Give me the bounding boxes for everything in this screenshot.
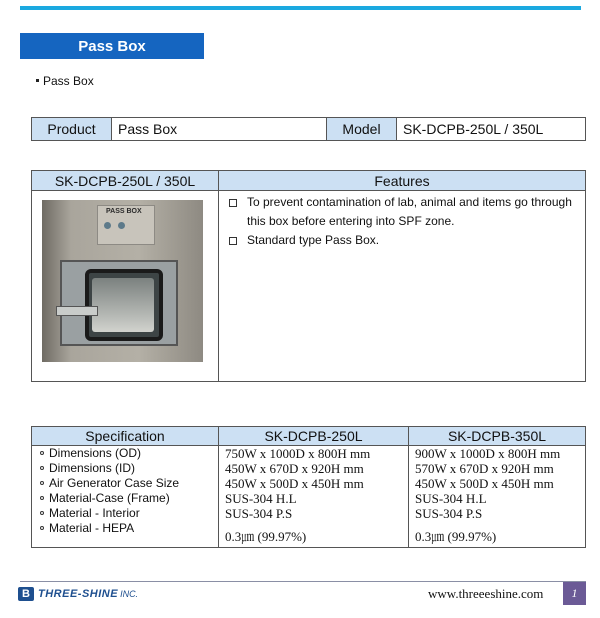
spec-value-250l: SUS-304 P.S xyxy=(225,506,293,521)
checkbox-bullet-icon xyxy=(229,199,237,207)
spec-value-350l: 570W x 670D x 920H mm xyxy=(415,461,554,476)
spec-value-350l: 450W x 500D x 450H mm xyxy=(415,476,554,491)
circle-bullet-icon xyxy=(40,511,44,515)
features-cell xyxy=(219,191,586,382)
spec-header-250l: SK-DCPB-250L xyxy=(219,427,409,446)
spec-values-350l-cell xyxy=(409,446,586,548)
feature-text: Standard type Pass Box. xyxy=(247,233,380,247)
photo-door-handle xyxy=(56,306,98,316)
circle-bullet-icon xyxy=(40,451,44,455)
sub-heading-text: Pass Box xyxy=(43,74,94,88)
features-table xyxy=(31,170,586,382)
sub-heading xyxy=(36,74,94,88)
logo-mark-icon: B xyxy=(18,587,34,601)
feature-text: To prevent contamination of lab, animal and items go through this box before entering into SPF zone. xyxy=(247,195,572,228)
spec-value-250l: SUS-304 H.L xyxy=(225,491,297,506)
features-column-header: Features xyxy=(219,171,586,191)
spec-name: Dimensions (ID) xyxy=(40,461,212,476)
checkbox-bullet-icon xyxy=(229,237,237,245)
spec-values-250l-cell xyxy=(219,446,409,548)
circle-bullet-icon xyxy=(40,526,44,530)
feature-item xyxy=(229,193,575,231)
specification-table xyxy=(31,426,586,548)
spec-value-250l: 750W x 1000D x 800H mm xyxy=(225,446,371,461)
product-label: Product xyxy=(32,118,112,141)
circle-bullet-icon xyxy=(40,466,44,470)
spec-value-350l: 0.3㎛ (99.97%) xyxy=(415,529,497,544)
spec-header: Specification xyxy=(32,427,219,446)
spec-name: Dimensions (OD) xyxy=(40,446,212,461)
spec-names-cell xyxy=(32,446,219,548)
footer-rule xyxy=(20,581,586,582)
bullet-icon xyxy=(36,79,39,82)
logo-text: THREE-SHINE xyxy=(38,588,119,600)
model-label: Model xyxy=(327,118,397,141)
product-info-table xyxy=(31,117,586,141)
spec-name: Material - HEPA xyxy=(40,521,212,536)
spec-name: Material-Case (Frame) xyxy=(40,491,212,506)
spec-header-350l: SK-DCPB-350L xyxy=(409,427,586,446)
page-number-badge: 1 xyxy=(563,582,586,605)
company-logo xyxy=(18,587,138,601)
product-image-cell xyxy=(32,191,219,382)
spec-value-250l: 450W x 500D x 450H mm xyxy=(225,476,364,491)
spec-value-350l: SUS-304 P.S xyxy=(415,506,483,521)
pass-box-photo xyxy=(42,200,203,362)
circle-bullet-icon xyxy=(40,481,44,485)
model-value: SK-DCPB-250L / 350L xyxy=(397,118,586,141)
spec-value-350l: 900W x 1000D x 800H mm xyxy=(415,446,561,461)
image-column-header: SK-DCPB-250L / 350L xyxy=(32,171,219,191)
photo-indicator-light xyxy=(104,222,111,229)
feature-item xyxy=(229,231,575,250)
website-url[interactable]: www.threeeshine.com xyxy=(428,586,544,601)
circle-bullet-icon xyxy=(40,496,44,500)
spec-name: Air Generator Case Size xyxy=(40,476,212,491)
photo-label: PASS BOX xyxy=(106,208,142,215)
photo-indicator-light xyxy=(118,222,125,229)
spec-value-250l: 0.3㎛ (99.97%) xyxy=(225,529,307,544)
spec-name: Material - Interior xyxy=(40,506,212,521)
photo-window-glass xyxy=(92,278,154,332)
page-title: Pass Box xyxy=(20,33,204,59)
product-value: Pass Box xyxy=(112,118,327,141)
spec-value-350l: SUS-304 H.L xyxy=(415,491,487,506)
spec-value-250l: 450W x 670D x 920H mm xyxy=(225,461,364,476)
logo-suffix: INC. xyxy=(120,589,139,599)
top-accent-rule xyxy=(20,6,581,10)
